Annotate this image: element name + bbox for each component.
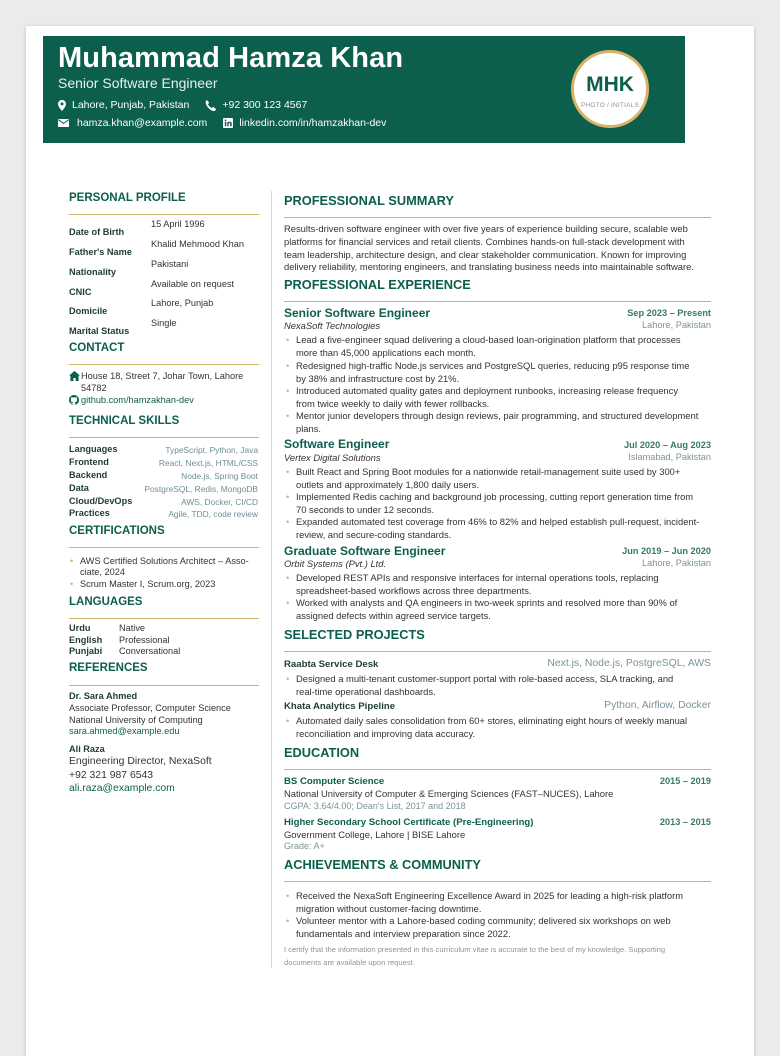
project-name: Raabta Service Desk: [284, 659, 379, 670]
experience-heading: PROFESSIONAL EXPERIENCE: [284, 277, 471, 292]
technical-skills-heading: TECHNICAL SKILLS: [69, 415, 180, 427]
bullet-line: reconciliation and improving data accuracy.: [296, 727, 476, 739]
bullet-line: migration without customer-facing downtime.: [296, 902, 482, 914]
summary-line: Results-driven software engineer with over five years of experience building secure, scalable web: [284, 223, 688, 234]
job-bullet: [296, 334, 711, 359]
bullet-dot: •: [70, 556, 74, 566]
bullet-line: from twice weekly to daily with fewer rollbacks.: [296, 397, 490, 409]
skill-value: AWS, Docker, CI/CD: [181, 497, 258, 507]
linkedin-item[interactable]: [223, 117, 386, 129]
profile-label: Father's Name: [69, 247, 132, 257]
job-bullet: [296, 491, 711, 516]
profile-value: Pakistani: [151, 259, 189, 269]
bullet-line: Redesigned high-traffic Node.js services and PostgreSQL queries, reducing p95 response time: [296, 360, 690, 371]
summary-line: delivery reliability, mentoring engineers, and translating business needs into maintainable software.: [284, 261, 694, 272]
language-label: English: [69, 635, 103, 645]
reference-email[interactable]: sara.ahmed@example.edu: [69, 726, 180, 736]
skill-label: Cloud/DevOps: [69, 496, 133, 506]
column-divider: [271, 191, 272, 968]
bullet-line: Designed a multi-tenant customer-support portal with role-based access, SLA tracking, and: [296, 673, 674, 684]
photo-caption: PHOTO / INITIALS: [581, 102, 639, 109]
address-line-1: House 18, Street 7, Johar Town, Lahore: [81, 371, 244, 381]
skill-label: Data: [69, 483, 89, 493]
skill-value: TypeScript, Python, Java: [165, 445, 258, 455]
section-rule: [284, 769, 711, 770]
project-name: Khata Analytics Pipeline: [284, 701, 396, 712]
certification-statement-line: I certify that the information presented in this curriculum vitae is accurate to the best of my knowledge. Supporting: [284, 945, 666, 954]
email-text[interactable]: hamza.khan@example.com: [77, 117, 208, 129]
achievements-heading: ACHIEVEMENTS & COMMUNITY: [284, 857, 481, 872]
degree-title: Higher Secondary School Certificate (Pre-Engineering): [284, 817, 534, 828]
degree-title: BS Computer Science: [284, 776, 385, 787]
job-dates: Jul 2020 – Aug 2023: [624, 440, 711, 450]
email-item[interactable]: [58, 117, 207, 129]
bullet-line: Lead a five-engineer squad delivering a cloud-based loan-origination platform that processes: [296, 334, 681, 345]
language-label: Urdu: [69, 623, 91, 633]
language-label: Punjabi: [69, 646, 103, 656]
reference-role: Engineering Director, NexaSoft: [69, 756, 212, 767]
job-bullet: [296, 385, 711, 410]
location-item: [58, 99, 189, 111]
linkedin-text[interactable]: linkedin.com/in/hamzakhan-dev: [239, 117, 387, 129]
achievement-bullet: [296, 915, 711, 940]
reference-org: National University of Computing: [69, 715, 203, 725]
references-heading: REFERENCES: [69, 662, 148, 674]
job-location: Islamabad, Pakistan: [628, 452, 711, 462]
section-rule: [284, 217, 711, 218]
job-bullet: [296, 466, 711, 491]
location-pin-icon: [58, 100, 66, 111]
section-rule: [284, 651, 711, 652]
github-icon: [69, 395, 79, 405]
job-company: Orbit Systems (Pvt.) Ltd.: [284, 558, 387, 569]
certification-item: Scrum Master I, Scrum.org, 2023: [80, 579, 216, 589]
bullet-line: Introduced automated quality gates and deployment runbooks, increasing release frequency: [296, 385, 679, 396]
bullet-line: Mentor junior developers through design reviews, pair programming, and structured development: [296, 410, 699, 421]
bullet-line: Received the NexaSoft Engineering Excellence Award in 2025 for leading a high-risk platform: [296, 890, 684, 901]
bullet-line: review, and secure-coding standards.: [296, 528, 452, 540]
profile-label: Marital Status: [69, 326, 130, 336]
language-level: Native: [119, 623, 146, 633]
skill-value: React, Next.js, HTML/CSS: [158, 458, 258, 468]
bullet-line: Developed REST APIs and responsive interfaces for internal operations tools, replacing: [296, 572, 659, 583]
bullet-line: fundamentals and interview preparation since 2022.: [296, 927, 511, 939]
job-bullet: [296, 597, 711, 622]
github-link[interactable]: github.com/hamzakhan-dev: [81, 395, 194, 405]
skill-label: Practices: [69, 508, 110, 518]
job-title: Senior Software Engineer: [284, 306, 431, 320]
reference-role: Associate Professor, Computer Science: [69, 703, 231, 713]
job-dates: Jun 2019 – Jun 2020: [622, 546, 711, 556]
contact-heading: CONTACT: [69, 342, 125, 354]
section-rule: [69, 618, 259, 619]
profile-value: Available on request: [151, 279, 235, 289]
profile-label: CNIC: [69, 287, 92, 297]
section-rule: [69, 214, 259, 215]
profile-value: Lahore, Punjab: [151, 298, 214, 308]
phone-icon: [205, 100, 216, 111]
contact-row-1: [58, 99, 323, 111]
section-rule: [284, 301, 711, 302]
language-level: Conversational: [119, 646, 181, 656]
job-company: Vertex Digital Solutions: [284, 452, 381, 463]
section-rule: [284, 881, 711, 882]
bullet-line: by 38% and infrastructure cost by 21%.: [296, 372, 460, 384]
skill-label: Backend: [69, 470, 108, 480]
initials: MHK: [586, 73, 634, 96]
skill-value: PostgreSQL, Redis, MongoDB: [144, 484, 258, 494]
reference-email[interactable]: ali.raza@example.com: [69, 783, 175, 794]
reference-phone: +92 321 987 6543: [69, 770, 154, 781]
degree-years: 2013 – 2015: [659, 817, 711, 827]
education-note: Grade: A+: [284, 841, 325, 851]
school-name: National University of Computer & Emerging Sciences (FAST–NUCES), Lahore: [284, 788, 614, 799]
project-tech: Python, Airflow, Docker: [604, 700, 711, 711]
job-title: Software Engineer: [284, 437, 390, 451]
phone-text: +92 300 123 4567: [222, 99, 308, 111]
job-bullet: [296, 572, 711, 597]
resume-header: [43, 36, 685, 143]
bullet-line: more than 45,000 applications each month.: [296, 346, 476, 358]
skill-value: Node.js, Spring Boot: [181, 471, 258, 481]
job-bullet: [296, 360, 711, 385]
language-level: Professional: [119, 635, 170, 645]
project-bullet: [296, 715, 711, 740]
job-bullet: [296, 516, 711, 541]
summary-line: team leadership, architecture design, and clear stakeholder communication. Known for improving: [284, 249, 687, 260]
skill-label: Frontend: [69, 457, 109, 467]
photo-initials-badge: [571, 50, 649, 128]
bullet-line: Built React and Spring Boot modules for a nationwide retail-management suite used by 300+: [296, 466, 681, 477]
job-company: NexaSoft Technologies: [284, 320, 381, 331]
profile-label: Domicile: [69, 306, 108, 316]
certifications-heading: CERTIFICATIONS: [69, 525, 165, 537]
section-rule: [69, 547, 259, 548]
summary-line: platforms for financial services and retail clients. Combines hands-on full-stack development with: [284, 236, 685, 247]
profile-label: Nationality: [69, 267, 116, 277]
candidate-title: Senior Software Engineer: [58, 75, 218, 91]
bullet-line: Automated daily sales consolidation from 60+ stores, eliminating eight hours of weekly manual: [296, 715, 688, 726]
job-location: Lahore, Pakistan: [642, 320, 711, 330]
certification-item: AWS Certified Solutions Architect – Asso-: [80, 556, 249, 566]
bullet-line: Worked with analysts and QA engineers in two-week sprints and resolved more than 90% of: [296, 597, 678, 608]
profile-value: 15 April 1996: [151, 219, 205, 229]
certification-item-cont: ciate, 2024: [80, 567, 125, 577]
bullet-line: real-time operational dashboards.: [296, 685, 436, 697]
email-icon: [58, 119, 69, 127]
section-rule: [69, 685, 259, 686]
contact-row-2: [58, 117, 402, 129]
bullet-line: plans.: [296, 422, 322, 434]
reference-name: Dr. Sara Ahmed: [69, 691, 138, 701]
project-bullet: [296, 673, 711, 698]
bullet-line: spreadsheet-based workflows across three departments.: [296, 584, 532, 596]
reference-name: Ali Raza: [69, 744, 105, 754]
bullet-line: 70 seconds to under 12 seconds.: [296, 503, 435, 515]
bullet-line: Expanded automated test coverage from 46% to 82% and helped establish pull-request, incident-: [296, 516, 700, 527]
linkedin-icon: [223, 118, 233, 128]
bullet-line: Implemented Redis caching and background job processing, cutting report generation time from: [296, 491, 694, 502]
education-heading: EDUCATION: [284, 745, 360, 760]
section-rule: [69, 364, 259, 365]
achievement-bullet: [296, 890, 711, 915]
candidate-name: Muhammad Hamza Khan: [58, 42, 404, 74]
bullet-line: outlets and approximately 1,800 daily users.: [296, 478, 479, 490]
skill-value: Agile, TDD, code review: [168, 509, 258, 519]
phone-item: [205, 99, 307, 111]
job-title: Graduate Software Engineer: [284, 544, 446, 558]
professional-summary-heading: PROFESSIONAL SUMMARY: [284, 193, 454, 208]
job-bullet: [296, 410, 711, 435]
project-tech: Next.js, Node.js, PostgreSQL, AWS: [547, 658, 711, 669]
profile-value: Single: [151, 318, 177, 328]
skill-label: Languages: [69, 444, 118, 454]
profile-label: Date of Birth: [69, 227, 125, 237]
job-location: Lahore, Pakistan: [642, 558, 711, 568]
education-note: CGPA: 3.64/4.00; Dean's List, 2017 and 2018: [284, 801, 466, 811]
degree-years: 2015 – 2019: [659, 776, 711, 786]
languages-heading: LANGUAGES: [69, 596, 143, 608]
location-text: Lahore, Punjab, Pakistan: [72, 99, 190, 111]
address-line-2: 54782: [81, 383, 107, 393]
bullet-line: Volunteer mentor with a Lahore-based coding community; delivered six workshops on web: [296, 915, 671, 926]
section-rule: [69, 437, 259, 438]
bullet-line: assigned defects within agreed service targets.: [296, 609, 491, 621]
projects-heading: SELECTED PROJECTS: [284, 627, 425, 642]
home-icon: [69, 371, 80, 381]
job-dates: Sep 2023 – Present: [627, 308, 711, 318]
personal-profile-heading: PERSONAL PROFILE: [69, 192, 186, 204]
school-name: Government College, Lahore | BISE Lahore: [284, 829, 466, 840]
profile-value: Khalid Mehmood Khan: [151, 239, 244, 249]
certification-statement-line: documents are available upon request.: [284, 958, 415, 967]
bullet-dot: •: [70, 579, 74, 589]
